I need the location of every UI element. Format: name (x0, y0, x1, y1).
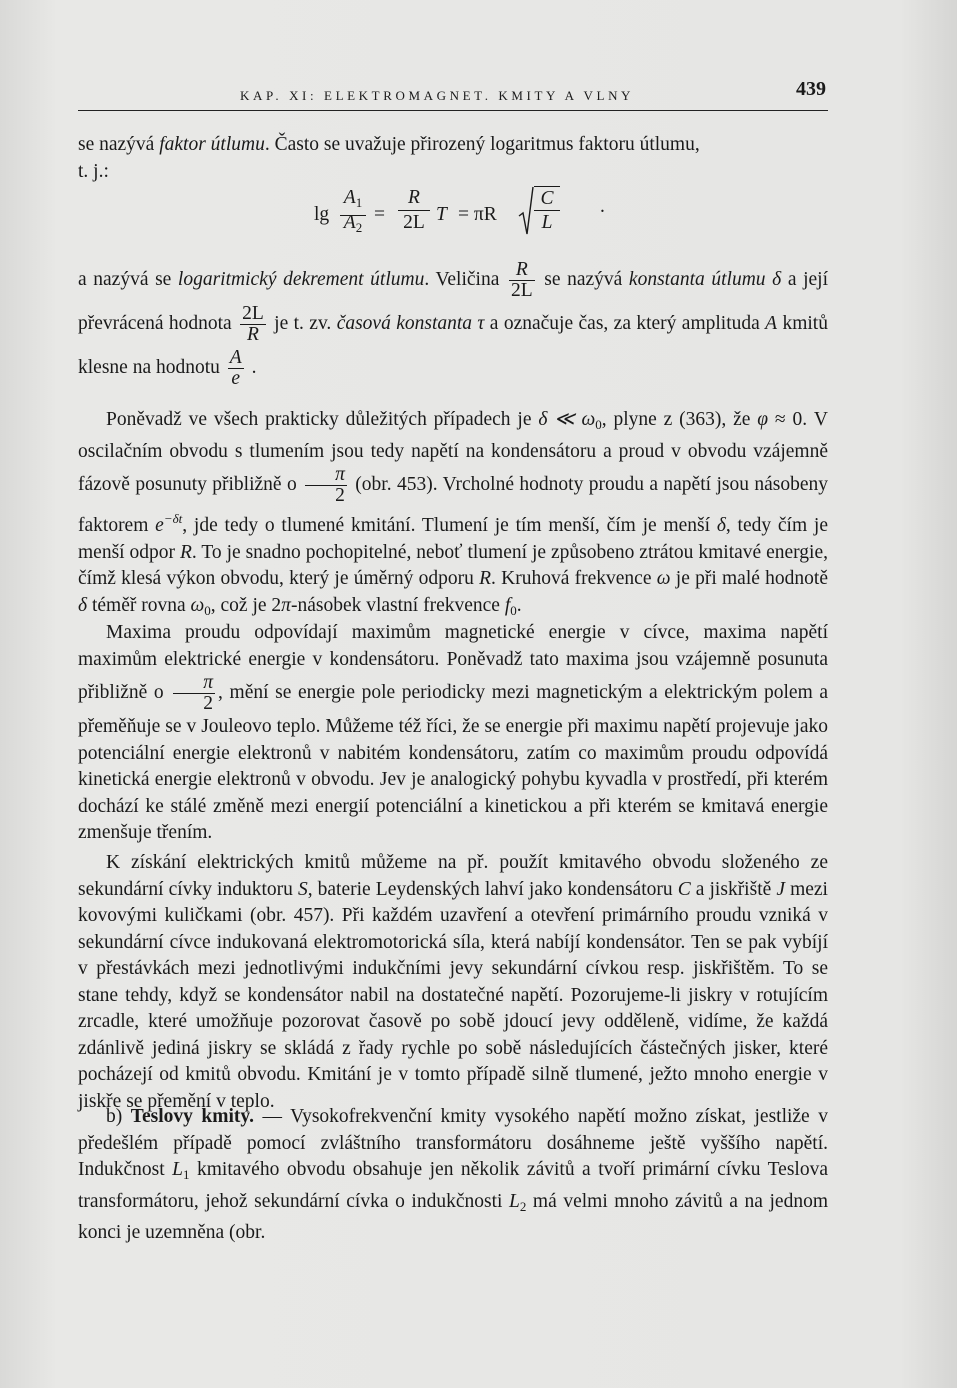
fraction-R-over-2L: $\frac{R}{2L}$ (510, 259, 533, 302)
paragraph-2: a nazývá se logaritmický dekrement útlumu. Veličina $\frac{R}{2L}$ se nazývá konstanta útlumu δ a její převrácená hodnota $\frac{2L}{R}$ je t. zv. časová konstanta τ a označuje čas, za který amplituda A kmitů klesne na hodnotu $\frac{A}{e}$ . (78, 259, 828, 390)
fraction-2L-over-R: $\frac{2L}{R}$ (242, 303, 264, 346)
paragraph-5: K získání elektrických kmitů můžeme na př. použít kmitavého obvodu složeného ze sekundární cívky induktoru S, baterie Leydenských lahví jako kondensátoru C a jiskřiště J mezi kovovými kuličkami (obr. 457). Při každém uzavření a otevření primárního proudu vzniká v sekundární cívce indukovaná elektromotorická síla, která nabíjí kondensátor. Ten se pak vybíjí v přestávkách mezi jednotlivými indukčními jevy sekundární cívkou resp. jiskřištěm. To se stane tehdy, když se kondensátor nabil na dostatečné napětí. Pozorujeme-li jiskry v rotujícím zrcadle, které umožňuje pozorovat časově po sobě jdoucí jevy odděleně, vidíme, že každá zdánlivě jediná jiskry se skládá z řady rychle po sobě následujících částečných jisker, které pocházejí od kmitů obvodu. Kmitání je v tomto případě silně tlumené, ježto mnoho energie v jiskře se přemění v teplo. (78, 852, 828, 1112)
fraction-pi-over-2: $\frac{\pi}{2}$ (173, 673, 215, 714)
paragraph-6: b) Teslovy kmity. — Vysokofrekvenční kmity vysokého napětí možno získat, jestliže v předešlém případě pomocí zvláštního transformátoru dosáhneme ještě vyššího napětí. Indukčnost $L_1$ kmitavého obvodu obsahuje jen několik závitů a tvoří primární cívku Teslova transformátoru, jehož sekundární cívka o indukčnosti $L_2$ má velmi mnoho závitů a na jednom konci je uzemněna (obr. (78, 1106, 828, 1243)
paragraph-1: se nazývá faktor útlumu. Často se uvažuje přirozený logaritmus faktoru útlumu, t. j.: (78, 134, 700, 182)
sqrt-sign (518, 186, 534, 236)
fraction-A-over-e: $\frac{A}{e}$ (229, 347, 242, 390)
page-header (78, 76, 828, 111)
paragraph-3: Poněvadž ve všech prakticky důležitých případech je δ ≪ $\omega_0$, plyne z (363), že φ ≈ 0. V oscilačním obvodu s tlumením jsou tedy napětí na kondensátoru a proud v obvodu vzájemně fázově posunuty přibližně o $\frac{\pi}{2}$ (obr. 453). Vrcholné hodnoty proudu a napětí jsou násobeny faktorem $e^{-\delta t}$, jde tedy o tlumené kmitání. Tlumení je tím menší, čím je menší δ, tedy čím je menší odpor R. To je snadno pochopitelné, neboť tlumení je způsobeno ztrátou kmitavé energie, čímž klesá výkon obvodu, který je úměrný odporu R. Kruhová frekvence ω je při malé hodnotě δ téměř rovna $\omega_0$, což je 2π-násobek vlastní frekvence $f_0$. (78, 409, 829, 618)
term-faktor-utlumu: faktor útlumu (159, 134, 265, 155)
fraction-pi-over-2: $\frac{\pi}{2}$ (305, 465, 347, 506)
running-title: KAP. XI: ELEKTROMAGNET. KMITY A VLNY (240, 88, 635, 103)
page-number: 439 (796, 78, 826, 100)
section-heading-teslovy-kmity: Teslovy kmity. (130, 1106, 254, 1127)
paragraph-4: Maxima proudu odpovídají maximům magnetické energie v cívce, maxima napětí maximům elektrické energie v kondensátoru. Poněvadž tato maxima jsou vzájemně posunuta přibližně o $\frac{\pi}{2}$ , mění se energie pole periodicky mezi magnetickým a elektrickým polem a přeměňuje se v Jouleovo teplo. Můžeme též říci, že se energie při maximu napětí projevuje jako potenciální energie elektronů v nabitém kondensátoru, zatím co maximům proudu odpovídá kinetická energie elektronů v obvodu. Jev je analogický pohybu kyvadla v prostředí, při kterém dochází ke stálé změně mezi energií potenciální a kinetickou a při kterém se kmitavá energie zmenšuje třením. (78, 622, 828, 843)
formula-log-decrement: lg $A_1$ $A_2$ = R 2L T = πR C L . (314, 187, 605, 235)
term-logaritmicky-dekrement: logaritmický dekrement útlumu (177, 269, 425, 290)
